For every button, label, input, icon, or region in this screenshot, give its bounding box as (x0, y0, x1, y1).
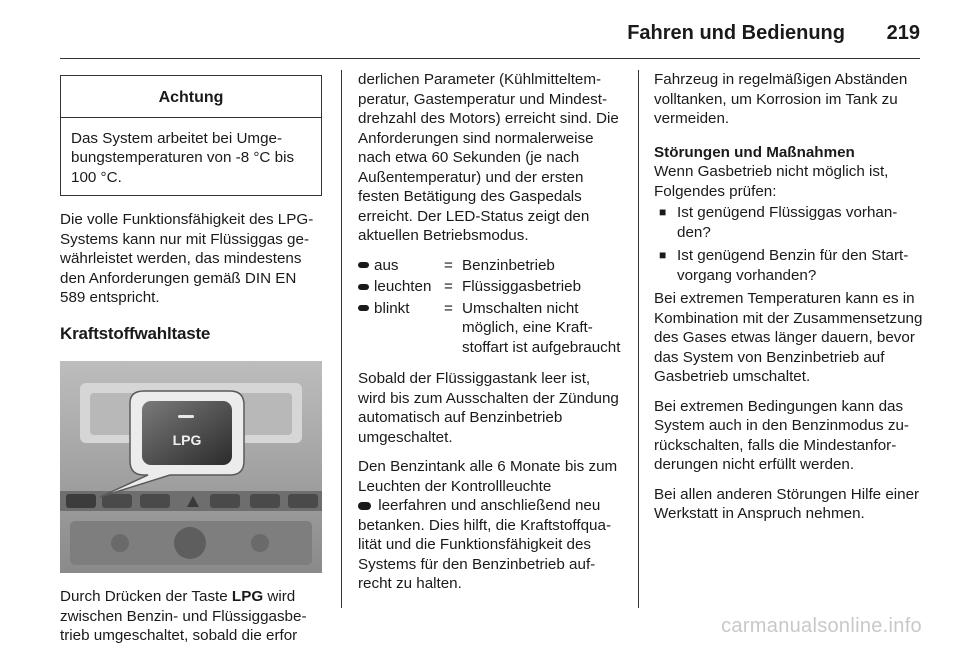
paragraph: Sobald der Flüssiggastank leer ist, wird bis zum Ausschalten der Zündung automatisch auf Benzinbetrieb umgeschaltet. (358, 370, 619, 446)
paragraph: Bei extremen Temperaturen kann es in Kombination mit der Zusammensetzung des Gases etwas länger dauern, bevor das System von Benzinbetrieb auf Gasbetrieb umschaltet. (654, 290, 923, 385)
led-indicator-icon (358, 305, 369, 311)
paragraph: Wenn Gasbetrieb nicht möglich ist, Folgendes prüfen: (654, 163, 889, 200)
list-item: ■ Ist genügend Flüssiggas vorhanden? (654, 203, 924, 242)
bullet-icon: ■ (659, 248, 667, 262)
page-number: 219 (886, 22, 920, 44)
list-item: ■ Ist genügend Benzin für den Startvorgang vorhanden? (654, 246, 924, 285)
fuel-warning-light-icon (358, 502, 371, 510)
section-heading: Störungen und Maßnahmen (654, 143, 855, 161)
warning-title: Achtung (61, 76, 321, 118)
lpg-button-photo (60, 361, 322, 573)
paragraph: Bei allen anderen Störungen Hilfe einer Werkstatt in Anspruch nehmen. (654, 485, 920, 522)
paragraph: Den Benzintank alle 6 Monate bis zum Leuchten der Kontrollleuchte leerfahren und anschließend neu betanken. Dies hilft, die Kraftstoffqualität und die Funktionsfähigkeit des Systems für den Benzinbetrieb aufrecht zu halten. (358, 458, 618, 592)
paragraph: Bei extremen Bedingungen kann das System auch in den Benzinmodus zurückschalten, falls die Mindestanforderungen nicht erfüllt werden. (654, 397, 909, 473)
column-divider (638, 70, 639, 608)
column-2 (358, 70, 622, 604)
paragraph: Fahrzeug in regelmäßigen Abständen volltanken, um Korrosion im Tank zu vermeiden. (654, 71, 908, 127)
status-row: blinkt = Umschalten nicht möglich, eine Kraftstoffart ist aufgebraucht (358, 299, 622, 358)
led-indicator-icon (358, 284, 369, 290)
paragraph: Die volle Funktionsfähigkeit des LPG-Systems kann nur mit Flüssiggas gewährleistet werden, das mindestens den Anforderungen gemäß DIN EN 589 entspricht. (60, 211, 314, 306)
bullet-icon: ■ (659, 205, 667, 219)
warning-text: Das System arbeitet bei Umgebungstemperaturen von -8 °C bis 100 °C. (71, 129, 295, 186)
status-row: aus = Benzinbetrieb (358, 256, 622, 276)
led-indicator-icon (358, 262, 369, 268)
page-title: Fahren und Bedienung (627, 22, 845, 44)
paragraph: Durch Drücken der Taste LPG wird zwischen Benzin- und Flüssiggasbetrieb umgeschaltet, sobald die erfor (60, 588, 307, 644)
warning-box (60, 75, 322, 196)
column-divider (341, 70, 342, 608)
watermark: carmanualsonline.info (721, 615, 922, 637)
status-row: leuchten = Flüssiggasbetrieb (358, 277, 622, 297)
lpg-button-label: LPG (172, 432, 202, 448)
section-heading: Kraftstoffwahltaste (60, 323, 211, 343)
led-status-table (358, 256, 622, 358)
column-1 (60, 70, 324, 656)
column-3 (654, 70, 924, 534)
paragraph: derlichen Parameter (Kühlmitteltemperatur, Gastemperatur und Mindestdrehzahl des Motors) erreicht sind. Die Anforderungen sind normalerweise nach etwa 60 Sekunden (je nach Außentemperatur) und der ersten festen Betätigung des Gaspedals erreicht. Der LED-Status zeigt den aktuellen Betriebsmodus. (358, 71, 619, 244)
page-header (60, 18, 920, 59)
